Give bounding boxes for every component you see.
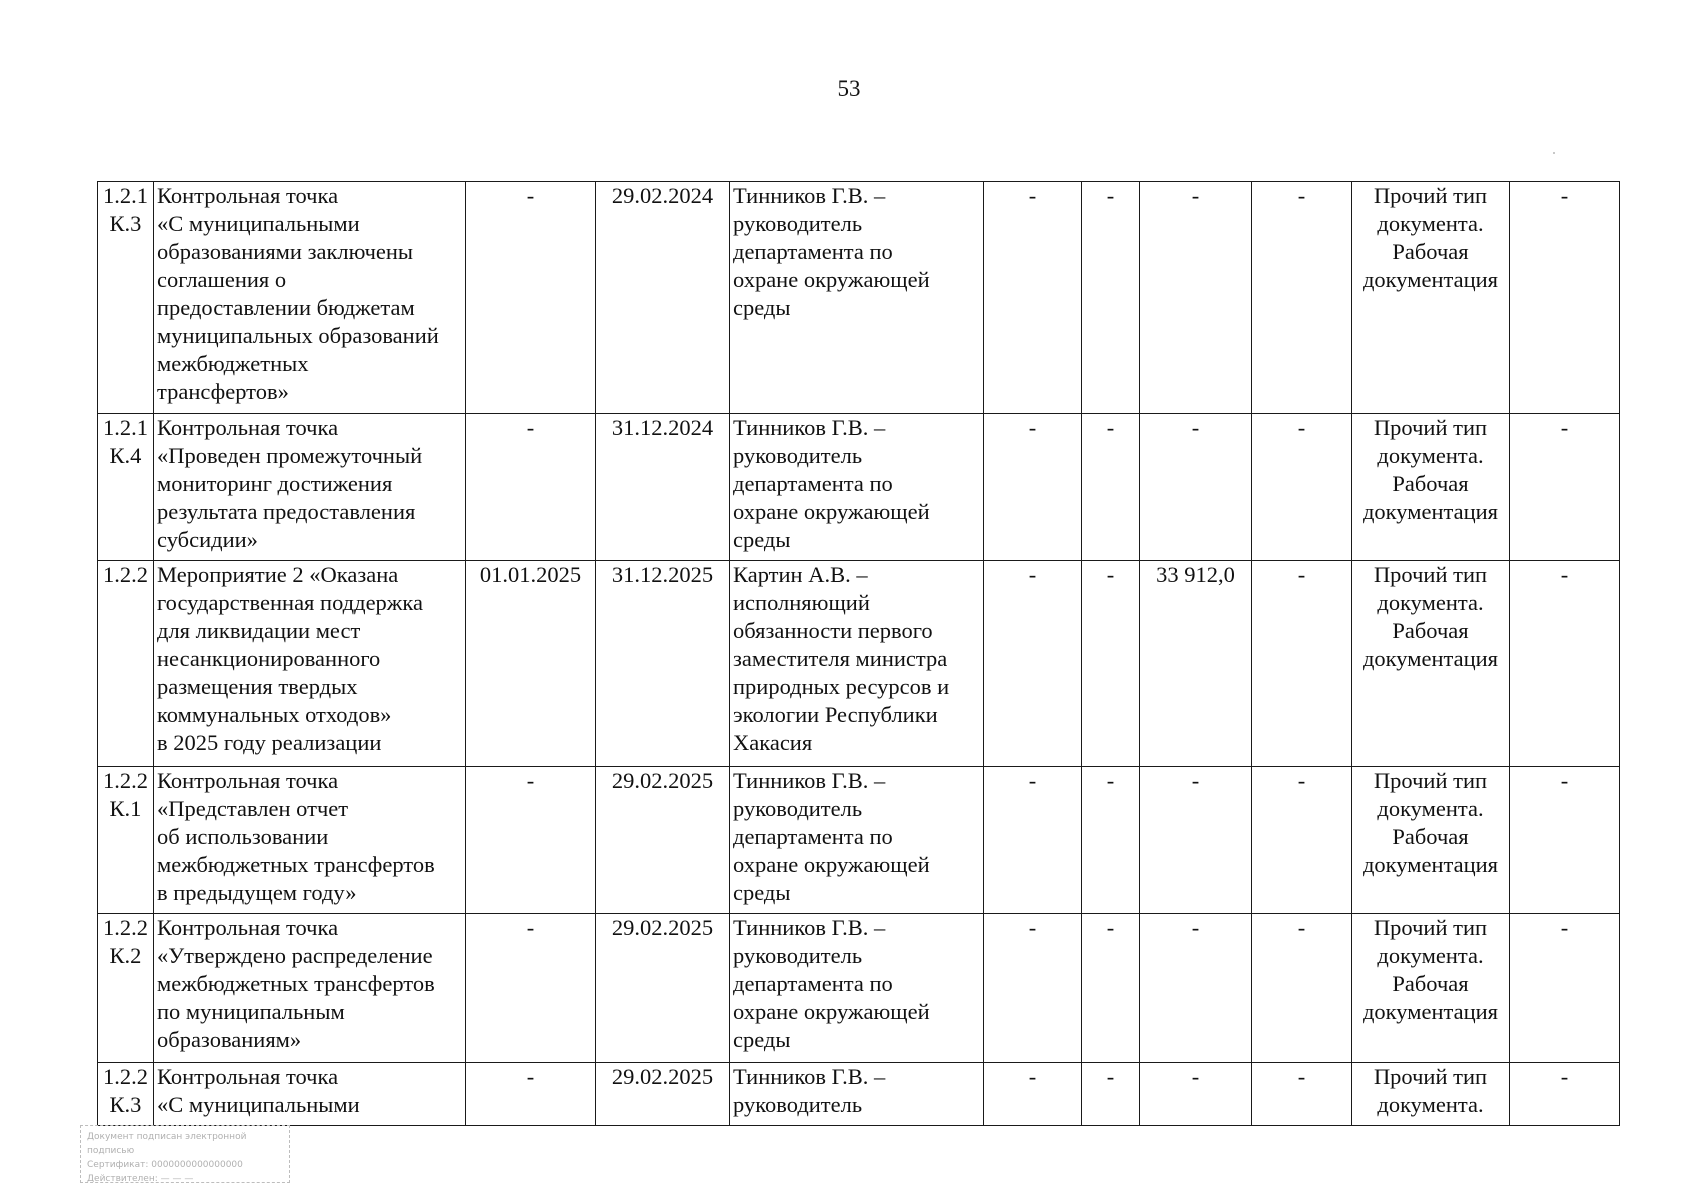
- row-number: 1.2.1 К.4: [98, 414, 154, 561]
- table-row: [98, 414, 1620, 561]
- row-value-3: -: [1140, 914, 1252, 1063]
- row-value-1: -: [984, 1063, 1082, 1126]
- row-value-2: -: [1082, 914, 1140, 1063]
- row-value-2: -: [1082, 767, 1140, 914]
- row-value-1: -: [984, 561, 1082, 767]
- row-responsible: Картин А.В. – исполняющий обязанности первого заместителя министра природных ресурсов и экологии Республики Хакасия: [730, 561, 984, 767]
- row-value-1: -: [984, 182, 1082, 414]
- row-document-type: Прочий тип документа. Рабочая документация: [1352, 182, 1510, 414]
- row-document-type: Прочий тип документа. Рабочая документация: [1352, 414, 1510, 561]
- table-row: [98, 561, 1620, 767]
- row-number: 1.2.2 К.2: [98, 914, 154, 1063]
- row-value-4: -: [1252, 1063, 1352, 1126]
- row-number: 1.2.2 К.3: [98, 1063, 154, 1126]
- row-end-date: 29.02.2025: [596, 914, 730, 1063]
- table-row: [98, 914, 1620, 1063]
- row-value-2: -: [1082, 414, 1140, 561]
- row-start-date: -: [466, 414, 596, 561]
- row-value-3: -: [1140, 1063, 1252, 1126]
- row-value-3: -: [1140, 767, 1252, 914]
- row-value-1: -: [984, 767, 1082, 914]
- table-row: [98, 767, 1620, 914]
- table-body: [98, 182, 1620, 1126]
- electronic-signature-stamp: Документ подписан электронной подписью Сертификат: 0000000000000000 Действителен: — — —: [80, 1125, 290, 1183]
- scan-speck: [1553, 152, 1555, 154]
- row-start-date: -: [466, 914, 596, 1063]
- row-name: Контрольная точка «Представлен отчет об использовании межбюджетных трансфертов в предыдущем году»: [154, 767, 466, 914]
- row-number: 1.2.2 К.1: [98, 767, 154, 914]
- row-document-type: Прочий тип документа. Рабочая документация: [1352, 561, 1510, 767]
- row-value-1: -: [984, 914, 1082, 1063]
- row-end-date: 31.12.2025: [596, 561, 730, 767]
- row-last-value: -: [1510, 1063, 1620, 1126]
- row-name: Мероприятие 2 «Оказана государственная поддержка для ликвидации мест несанкционированного размещения твердых коммунальных отходов» в 2025 году реализации: [154, 561, 466, 767]
- row-responsible: Тинников Г.В. – руководитель департамента по охране окружающей среды: [730, 414, 984, 561]
- row-start-date: -: [466, 182, 596, 414]
- row-value-4: -: [1252, 767, 1352, 914]
- row-value-4: -: [1252, 414, 1352, 561]
- row-name: Контрольная точка «С муниципальными образованиями заключены соглашения о предоставлении бюджетам муниципальных образований межбюджетных трансфертов»: [154, 182, 466, 414]
- row-responsible: Тинников Г.В. – руководитель департамента по охране окружающей среды: [730, 767, 984, 914]
- row-responsible: Тинников Г.В. – руководитель департамента по охране окружающей среды: [730, 914, 984, 1063]
- control-points-table: [97, 181, 1620, 1126]
- row-number: 1.2.2: [98, 561, 154, 767]
- row-start-date: -: [466, 767, 596, 914]
- row-responsible: Тинников Г.В. – руководитель департамента по охране окружающей среды: [730, 182, 984, 414]
- row-start-date: -: [466, 1063, 596, 1126]
- row-last-value: -: [1510, 414, 1620, 561]
- row-last-value: -: [1510, 767, 1620, 914]
- row-end-date: 31.12.2024: [596, 414, 730, 561]
- table-row: [98, 182, 1620, 414]
- row-value-4: -: [1252, 561, 1352, 767]
- row-name: Контрольная точка «Утверждено распределение межбюджетных трансфертов по муниципальным образованиям»: [154, 914, 466, 1063]
- row-last-value: -: [1510, 182, 1620, 414]
- row-value-4: -: [1252, 182, 1352, 414]
- row-document-type: Прочий тип документа. Рабочая документация: [1352, 914, 1510, 1063]
- row-value-2: -: [1082, 1063, 1140, 1126]
- row-last-value: -: [1510, 561, 1620, 767]
- row-value-3: -: [1140, 182, 1252, 414]
- row-value-3: 33 912,0: [1140, 561, 1252, 767]
- row-last-value: -: [1510, 914, 1620, 1063]
- row-end-date: 29.02.2024: [596, 182, 730, 414]
- row-document-type: Прочий тип документа.: [1352, 1063, 1510, 1126]
- row-start-date: 01.01.2025: [466, 561, 596, 767]
- row-number: 1.2.1 К.3: [98, 182, 154, 414]
- row-value-3: -: [1140, 414, 1252, 561]
- row-value-1: -: [984, 414, 1082, 561]
- row-name: Контрольная точка «Проведен промежуточный мониторинг достижения результата предоставления субсидии»: [154, 414, 466, 561]
- table-row: [98, 1063, 1620, 1126]
- row-document-type: Прочий тип документа. Рабочая документация: [1352, 767, 1510, 914]
- row-value-2: -: [1082, 561, 1140, 767]
- row-value-4: -: [1252, 914, 1352, 1063]
- row-value-2: -: [1082, 182, 1140, 414]
- row-responsible: Тинников Г.В. – руководитель: [730, 1063, 984, 1126]
- page-number: 53: [837, 76, 861, 101]
- row-end-date: 29.02.2025: [596, 767, 730, 914]
- row-end-date: 29.02.2025: [596, 1063, 730, 1126]
- row-name: Контрольная точка «С муниципальными: [154, 1063, 466, 1126]
